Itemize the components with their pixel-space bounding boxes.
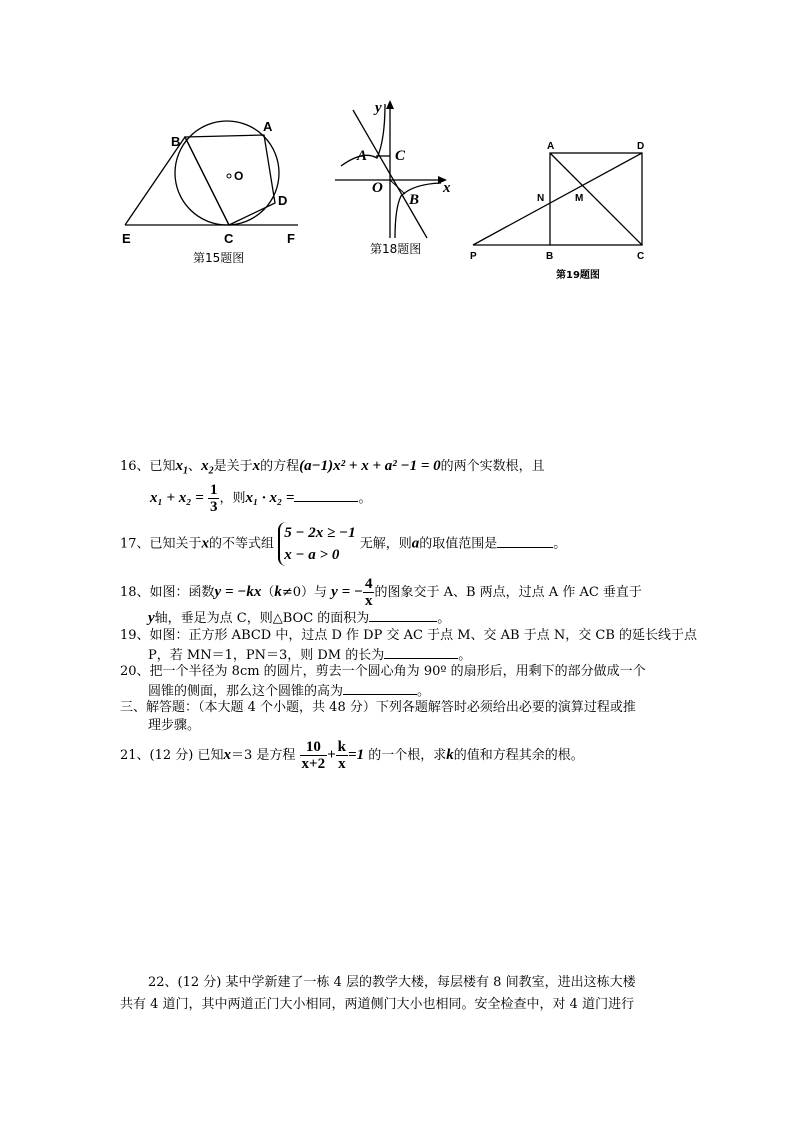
label-p: P — [470, 251, 477, 262]
figure-19-caption: 第19题图 — [556, 270, 600, 281]
label-c: C — [224, 231, 234, 246]
q21-fraction-2: $\frac{k}{x}$ — [337, 739, 347, 772]
q18-answer-blank[interactable] — [369, 608, 437, 622]
line-pd — [473, 153, 642, 245]
label-d: D — [637, 141, 645, 152]
figure-18-caption: 第18题图 — [370, 242, 422, 256]
question-19-line2: P，若 MN＝1，PN＝3，则 DM 的长为 。 — [148, 645, 471, 665]
q19-answer-blank[interactable] — [384, 645, 458, 659]
question-22-line2: 共有 4 道门，其中两道正门大小相同，两道侧门大小也相同。安全检查中，对 4 道门进行 — [120, 997, 635, 1012]
y-axis-arrow — [386, 100, 394, 109]
question-20-line1: 20、把一个半径为 8cm 的圆片，剪去一个圆心角为 90º 的扇形后，用剩下的部分做成一个 — [120, 664, 646, 679]
question-18-line1: 18、如图：函数y = −kx（k≠0）与 y = − $\frac{4}{x}$ 的图象交于 A、B 两点，过点 A 作 AC 垂直于 — [120, 576, 642, 609]
question-16-line1: 16、已知$x_1$、$x_2$是关于x的方程(a−1)x² + x + a² −1 = 0的两个实数根，且 — [120, 458, 545, 477]
question-16-line2: x₁ + x₂ = $\frac{1}{3}$ ，则x₁ · x₂ = 。 — [150, 482, 372, 515]
figure-19 — [465, 135, 655, 265]
question-17: 17、已知关于x的不等式组 5 − 2x ≥ −1 x − a > 0 无解，则a的取值范围是 。 — [120, 522, 566, 566]
question-20-line2: 圆锥的侧面，那么这个圆锥的高为 。 — [148, 681, 430, 701]
label-c: C — [395, 148, 406, 164]
label-o: O — [234, 169, 244, 183]
q18-fraction: $\frac{4}{x}$ — [364, 576, 373, 609]
figure-18 — [335, 98, 460, 243]
label-f: F — [287, 231, 295, 246]
label-a: A — [263, 119, 273, 134]
label-c: C — [637, 251, 645, 262]
label-o: O — [372, 180, 383, 196]
question-21: 21、(12 分) 已知x＝3 是方程 $\frac{10}{x+2}$ + $\frac{k}{x}$ =1 的一个根，求k的值和方程其余的根。 — [120, 739, 584, 772]
label-n: N — [537, 193, 545, 204]
label-b: B — [171, 134, 181, 149]
label-b: B — [409, 192, 420, 208]
segment-ob — [390, 180, 405, 194]
q17-inequality-system: 5 − 2x ≥ −1 x − a > 0 — [278, 522, 355, 566]
figure-15 — [115, 115, 315, 265]
q21-fraction-1: $\frac{10}{x+2}$ — [301, 739, 326, 772]
q16-answer-blank[interactable] — [294, 488, 358, 502]
label-e: E — [122, 231, 131, 246]
section-3-heading-line2: 理步骤。 — [148, 718, 201, 733]
section-3-heading: 三、解答题：（本大题 4 个小题，共 48 分）下列各题解答时必须给出必要的演算过程或推 — [120, 700, 636, 715]
label-y: y — [375, 100, 382, 116]
q17-answer-blank[interactable] — [497, 534, 553, 548]
label-x: x — [443, 180, 451, 196]
diagonal-ac — [550, 153, 642, 245]
label-a: A — [547, 141, 555, 152]
label-d: D — [278, 193, 288, 208]
q16-equation: (a−1)x² + x + a² −1 = 0 — [299, 458, 441, 474]
label-b: B — [546, 251, 554, 262]
question-19-line1: 19、如图：正方形 ABCD 中，过点 D 作 DP 交 AC 于点 M、交 AB 于点 N，交 CB 的延长线于点 — [120, 628, 698, 643]
center-dot — [227, 174, 231, 178]
label-a: A — [357, 148, 368, 164]
question-22-line1: 22、(12 分) 某中学新建了一栋 4 层的教学大楼，每层楼有 8 间教室，进出这栋大楼 — [148, 975, 636, 990]
label-m: M — [575, 193, 584, 204]
question-18-line2: y轴，垂足为点 C，则△BOC 的面积为 。 — [148, 610, 451, 626]
q20-answer-blank[interactable] — [343, 681, 417, 695]
figure-15-caption: 第15题图 — [193, 251, 245, 265]
q16-fraction: $\frac{1}{3}$ — [209, 482, 218, 515]
